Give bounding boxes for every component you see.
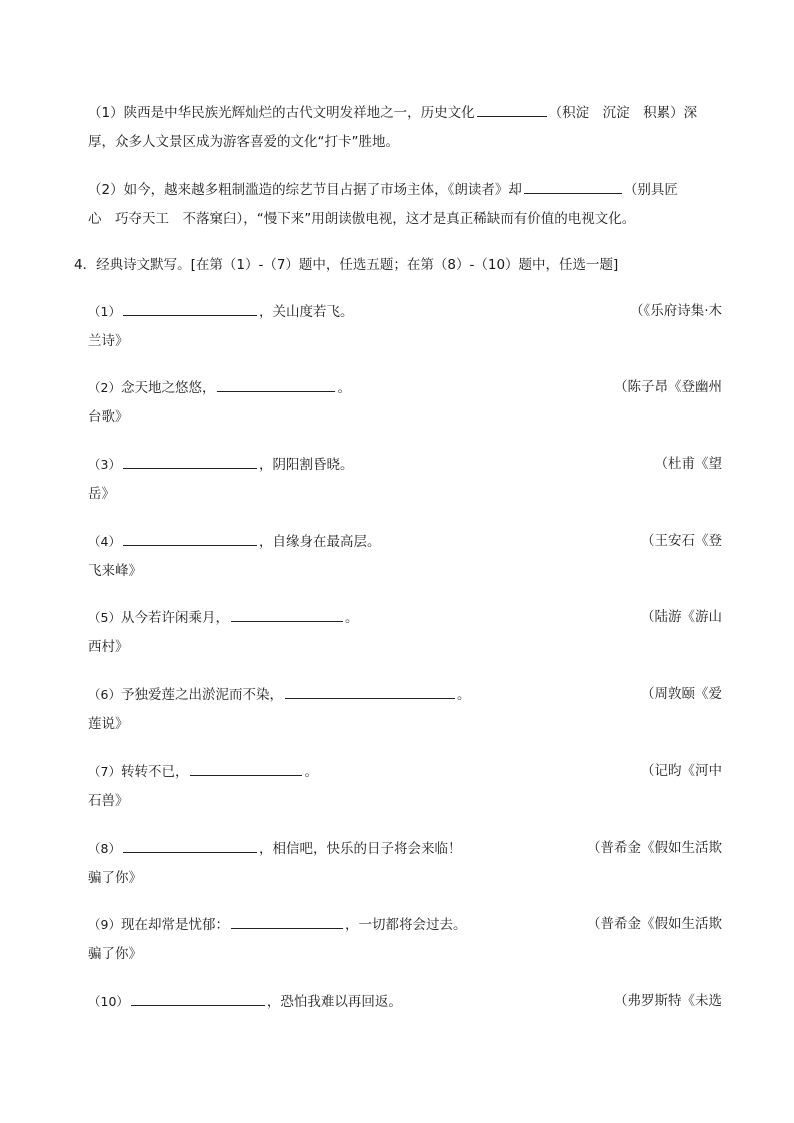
item-number: （2） xyxy=(88,380,121,395)
item-source: （陈子昂《登幽州 xyxy=(614,379,722,395)
item-source: （普希金《假如生活欺 xyxy=(587,840,722,856)
item-number: （3） xyxy=(88,457,121,472)
item-source-cont: 飞来峰》 xyxy=(88,563,142,579)
item-text-after: 。 xyxy=(456,687,471,703)
item-text-before: 予独爱莲之出淤泥而不染， xyxy=(120,687,283,703)
q3-p1-text-b: （积淀 沉淀 积累）深 xyxy=(548,105,698,121)
q3-p1-line2: 厚，众多人文景区成为游客喜爱的文化“打卡”胜地。 xyxy=(88,134,399,150)
answer-blank[interactable] xyxy=(123,532,257,546)
item-number: （9） xyxy=(88,917,121,932)
q3-p1-line1 xyxy=(88,103,697,122)
item-text-before: 转转不已， xyxy=(120,764,189,780)
answer-blank[interactable] xyxy=(285,685,455,699)
answer-blank[interactable] xyxy=(231,608,343,622)
item-number: （7） xyxy=(88,764,121,779)
item-source: （周敦颐《爱 xyxy=(641,686,722,702)
item-source-cont: 骗了你》 xyxy=(88,946,142,962)
answer-blank[interactable] xyxy=(131,992,265,1006)
answer-blank[interactable] xyxy=(217,378,335,392)
q3-p1-text-a: （1）陕西是中华民族光辉灿烂的古代文明发祥地之一，历史文化 xyxy=(88,105,475,121)
item-source: （弗罗斯特《未选 xyxy=(614,993,722,1009)
answer-blank[interactable] xyxy=(123,839,257,853)
item-source: （陆游《游山 xyxy=(641,609,722,625)
answer-blank[interactable] xyxy=(123,302,257,316)
item-text-before: 从今若许闲乘月， xyxy=(120,610,229,626)
item-source: （《乐府诗集·木 xyxy=(629,303,722,319)
q4-heading: 4．经典诗文默写。[在第（1）-（7）题中，任选五题；在第（8）-（10）题中，任选一题] xyxy=(74,257,619,273)
item-source-cont: 岳》 xyxy=(88,486,115,502)
item-source-cont: 兰诗》 xyxy=(88,333,129,349)
item-text-after: ，恐怕我难以再回返。 xyxy=(266,994,402,1010)
answer-blank[interactable] xyxy=(190,762,302,776)
q3-p2-line2: 心 巧夺天工 不落窠臼），“慢下来”用朗读傲电视，这才是真正稀缺而有价值的电视文化。 xyxy=(88,211,636,227)
item-number: （10） xyxy=(88,994,129,1009)
item-source-cont: 莲说》 xyxy=(88,716,129,732)
item-text-after: 。 xyxy=(344,610,359,626)
item-text-before: 现在却常是忧郁： xyxy=(120,917,229,933)
item-number: （8） xyxy=(88,841,121,856)
item-number: （5） xyxy=(88,610,121,625)
q3-p2-line1 xyxy=(88,180,678,199)
item-source: （记昀《河中 xyxy=(641,763,722,779)
item-number: （4） xyxy=(88,534,121,549)
item-source: （王安石《登 xyxy=(641,533,722,549)
item-text-before: 念天地之悠悠， xyxy=(120,380,216,396)
item-source-cont: 台歌》 xyxy=(88,409,129,425)
item-source-cont: 西村》 xyxy=(88,639,129,655)
item-text-after: ，一切都将会过去。 xyxy=(344,917,467,933)
q3-p2-text-b: （别具匠 xyxy=(623,182,678,198)
answer-blank[interactable] xyxy=(123,455,257,469)
item-text-after: ，相信吧，快乐的日子将会来临！ xyxy=(258,841,462,857)
answer-blank[interactable] xyxy=(477,103,547,117)
item-text-after: 。 xyxy=(304,764,318,780)
item-source: （杜甫《望 xyxy=(654,456,722,472)
item-source-cont: 石兽》 xyxy=(88,793,129,809)
item-source-cont: 骗了你》 xyxy=(88,870,142,886)
q3-p2-text-a: （2）如今，越来越多粗制滥造的综艺节目占据了市场主体，《朗读者》却 xyxy=(88,182,522,198)
item-number: （1） xyxy=(88,304,121,319)
item-text-after: ，自缘身在最高层。 xyxy=(258,534,381,550)
item-source: （普希金《假如生活欺 xyxy=(587,916,722,932)
item-text-after: ，阴阳割昏晓。 xyxy=(258,457,354,473)
item-number: （6） xyxy=(88,687,121,702)
answer-blank[interactable] xyxy=(231,915,343,929)
answer-blank[interactable] xyxy=(524,180,622,194)
item-text-after: ，关山度若飞。 xyxy=(258,304,354,320)
item-text-after: 。 xyxy=(337,380,351,396)
